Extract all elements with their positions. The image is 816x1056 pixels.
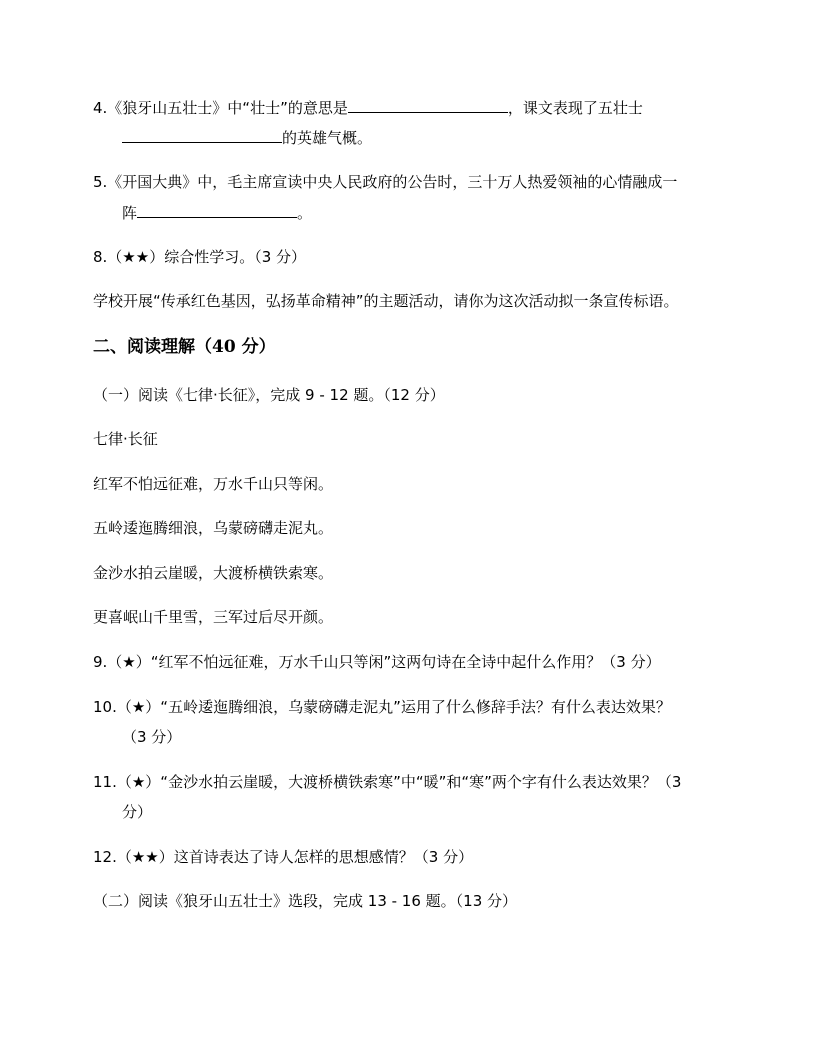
poem-line: 金沙水拍云崖暖，大渡桥横铁索寒。	[93, 564, 334, 582]
question-9: 9.（★）“红军不怕远征难，万水千山只等闲”这两句诗在全诗中起什么作用？（3 分）	[93, 653, 661, 671]
question-11-line-2: 分）	[122, 803, 153, 821]
question-4-line-2	[122, 126, 372, 149]
answer-blank-4a[interactable]	[348, 96, 508, 113]
question-8-body: 学校开展“传承红色基因，弘扬革命精神”的主题活动，请你为这次活动拟一条宣传标语。	[93, 292, 679, 310]
question-4-mid: ，课文表现了五壮士	[507, 99, 643, 117]
part-1-intro: （一）阅读《七律·长征》，完成 9 - 12 题。（12 分）	[93, 386, 445, 404]
poem-line: 五岭逶迤腾细浪，乌蒙磅礴走泥丸。	[93, 519, 334, 537]
question-5-line-1	[93, 171, 677, 193]
question-5-prefix: 阵	[122, 204, 138, 222]
part-2-intro: （二）阅读《狼牙山五壮士》选段，完成 13 - 16 题。（13 分）	[93, 892, 518, 910]
question-10-line-2: （3 分）	[122, 728, 182, 746]
question-4-suffix: 的英雄气概。	[282, 129, 373, 147]
answer-blank-5[interactable]	[137, 201, 297, 218]
question-5-text: 5.《开国大典》中，毛主席宣读中央人民政府的公告时，三十万人热爱领袖的心情融成一	[93, 173, 678, 191]
answer-blank-4b[interactable]	[122, 126, 282, 143]
question-11-line-1: 11.（★）“金沙水拍云崖暖，大渡桥横铁索寒”中“暖”和“寒”两个字有什么表达效果？（3	[93, 773, 682, 791]
question-5-line-2	[122, 201, 312, 224]
question-10-line-1: 10.（★）“五岭逶迤腾细浪，乌蒙磅礴走泥丸”运用了什么修辞手法？有什么表达效果？	[93, 698, 671, 716]
poem-line: 红军不怕远征难，万水千山只等闲。	[93, 475, 334, 493]
question-4-line-1	[93, 96, 643, 119]
section-2-title: 二、阅读理解（40 分）	[93, 337, 276, 357]
question-4-prefix: 4.《狼牙山五壮士》中“壮士”的意思是	[93, 99, 348, 117]
question-12: 12.（★★）这首诗表达了诗人怎样的思想感情？（3 分）	[93, 848, 474, 866]
question-8-title: 8.（★★）综合性学习。（3 分）	[93, 248, 307, 266]
poem-line: 更喜岷山千里雪，三军过后尽开颜。	[93, 608, 334, 626]
question-5-suffix: 。	[297, 204, 313, 222]
poem-title: 七律·长征	[93, 430, 158, 448]
